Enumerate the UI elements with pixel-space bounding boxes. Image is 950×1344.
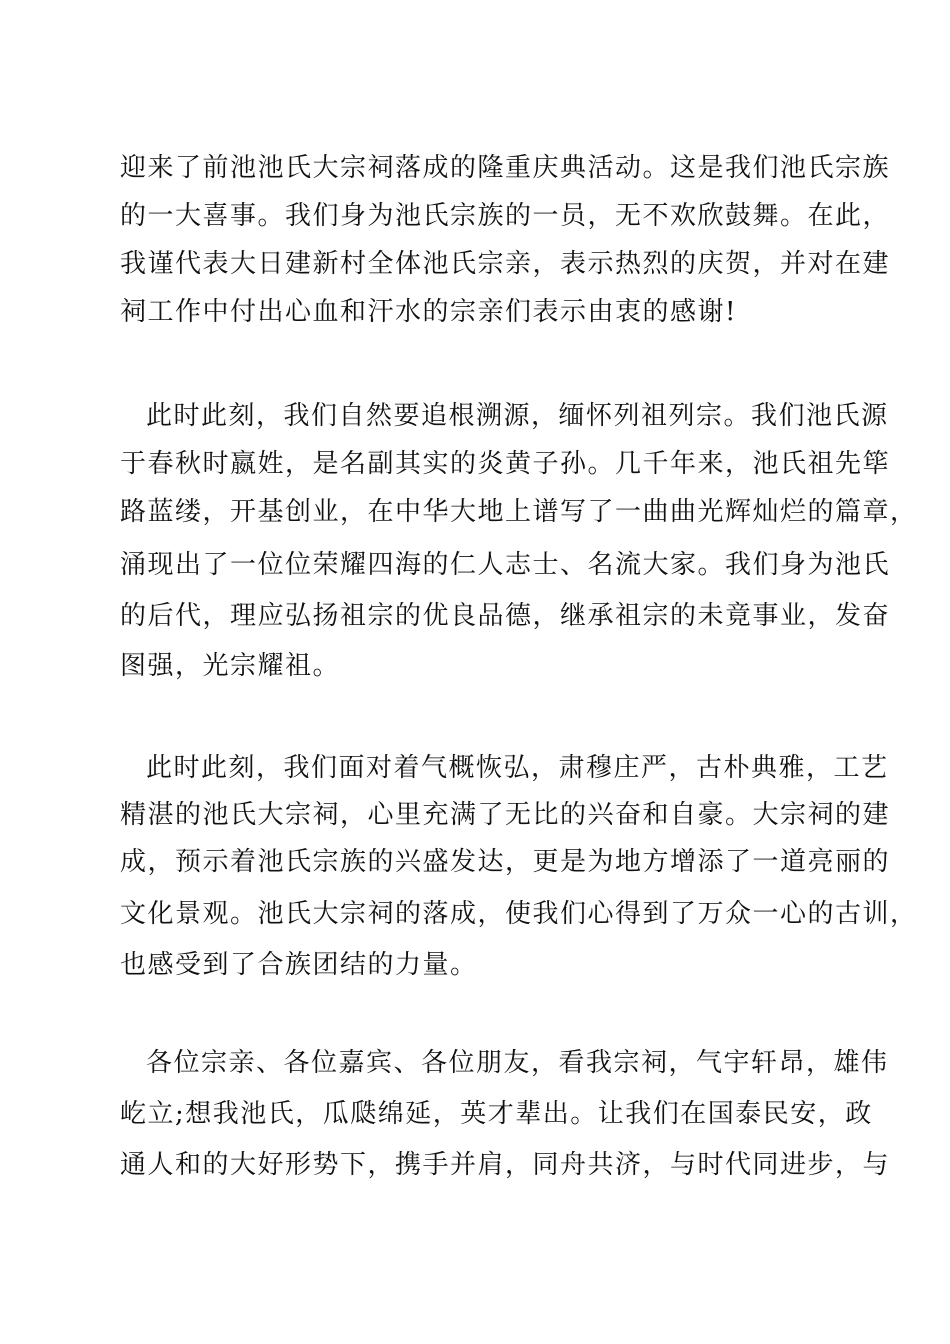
paragraph-3-line-1: 此时此刻，我们面对着气概恢弘，肃穆庄严，古朴典雅，工艺 — [146, 753, 889, 783]
paragraph-4-line-1: 各位宗亲、各位嘉宾、各位朋友，看我宗祠，气宇轩昂，雄伟 — [146, 1048, 889, 1078]
paragraph-4-line-3: 通人和的大好形势下，携手并肩，同舟共济，与时代同进步，与 — [120, 1150, 891, 1180]
paragraph-1-line-4: 祠工作中付出心血和汗水的宗亲们表示由衷的感谢! — [120, 297, 737, 327]
paragraph-1-line-1: 迎来了前池池氏大宗祠落成的隆重庆典活动。这是我们池氏宗族 — [120, 153, 891, 183]
paragraph-1-line-2: 的一大喜事。我们身为池氏宗族的一员，无不欢欣鼓舞。在此， — [120, 201, 891, 231]
paragraph-2-line-4: 涌现出了一位位荣耀四海的仁人志士、名流大家。我们身为池氏 — [120, 550, 891, 580]
paragraph-2-line-2: 于春秋时嬴姓，是名副其实的炎黄子孙。几千年来，池氏祖先筚 — [120, 449, 891, 479]
paragraph-3-line-5: 也感受到了合族团结的力量。 — [120, 950, 478, 980]
paragraph-4-line-2: 屹立;想我池氏，瓜瓞绵延，英才辈出。让我们在国泰民安，政 — [120, 1099, 873, 1129]
paragraph-2-line-5: 的后代，理应弘扬祖宗的优良品德，继承祖宗的未竟事业，发奋 — [120, 601, 891, 631]
paragraph-3-line-4: 文化景观。池氏大宗祠的落成，使我们心得到了万众一心的古训， — [120, 899, 918, 929]
paragraph-1-line-3: 我谨代表大日建新村全体池氏宗亲，表示热烈的庆贺，并对在建 — [120, 249, 891, 279]
paragraph-2-line-1: 此时此刻，我们自然要追根溯源，缅怀列祖列宗。我们池氏源 — [146, 401, 889, 431]
paragraph-2-line-3: 路蓝缕，开基创业，在中华大地上谱写了一曲曲光辉灿烂的篇章， — [120, 497, 918, 527]
paragraph-3-line-3: 成，预示着池氏宗族的兴盛发达，更是为地方增添了一道亮丽的 — [120, 847, 891, 877]
paragraph-2-line-6: 图强，光宗耀祖。 — [120, 651, 341, 681]
paragraph-3-line-2: 精湛的池氏大宗祠，心里充满了无比的兴奋和自豪。大宗祠的建 — [120, 800, 891, 830]
